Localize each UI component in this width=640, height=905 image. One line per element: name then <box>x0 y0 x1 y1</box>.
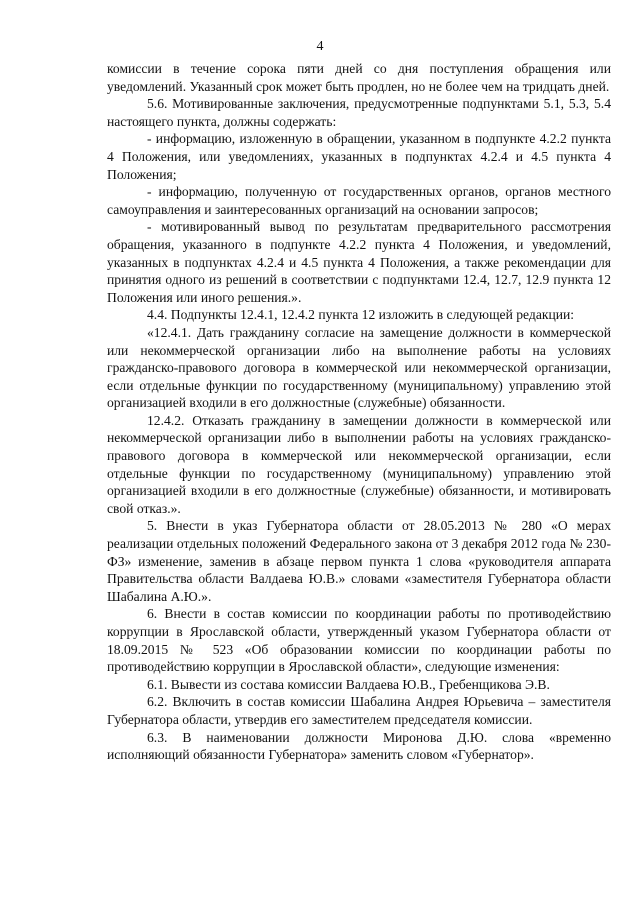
paragraph: - информацию, изложенную в обращении, указанном в подпункте 4.2.2 пункта 4 Положения, или уведомлениях, указанных в подпунктах 4.2.4 и 4.5 пункта 4 Положения; <box>107 131 611 182</box>
paragraph: 6.3. В наименовании должности Миронова Д.Ю. слова «временно исполняющий обязанности Губернатора» заменить словом «Губернатор». <box>107 729 611 763</box>
document-body <box>107 60 611 764</box>
page-number: 4 <box>316 39 324 54</box>
paragraph: 6. Внести в состав комиссии по координации работы по противодействию коррупции в Ярославской области, утвержденный указом Губернатора области от 18.09.2015 № 523 «Об образовании комиссии по координации работы по противодействию коррупции в Ярославской области», следующие изменения: <box>107 606 611 675</box>
paragraph: 4.4. Подпункты 12.4.1, 12.4.2 пункта 12 изложить в следующей редакции: <box>147 307 575 323</box>
paragraph: 6.1. Вывести из состава комиссии Валдаева Ю.В., Гребенщикова Э.В. <box>147 676 550 692</box>
paragraph: комиссии в течение сорока пяти дней со дня поступления обращения или уведомлений. Указанный срок может быть продлен, но не более чем на тридцать дней. <box>107 61 611 94</box>
paragraph: - мотивированный вывод по результатам предварительного рассмотрения обращения, указанного в подпункте 4.2.2 пункта 4 Положения, и уведомлений, указанных в подпунктах 4.2.4 и 4.5 пункта 4 Положения, а также рекомендации для принятия одного из решений в соответствии с подпунктами 12.4, 12.7, 12.9 пункта 12 Положения или иного решения.». <box>107 219 611 305</box>
paragraph: - информацию, полученную от государственных органов, органов местного самоуправления и заинтересованных организаций на основании запросов; <box>107 184 611 217</box>
paragraph: «12.4.1. Дать гражданину согласие на замещение должности в коммерческой или некоммерческой организации либо на выполнение работы на условиях гражданско-правового договора в коммерческой или некоммерческой организации, если отдельные функции по государственному (муниципальному) управлению этой организацией входили в его должностные (служебные) обязанности. <box>107 324 611 411</box>
paragraph: 6.2. Включить в состав комиссии Шабалина Андрея Юрьевича – заместителя Губернатора области, утвердив его заместителем председателя комиссии. <box>107 694 611 727</box>
paragraph: 5. Внести в указ Губернатора области от 28.05.2013 № 280 «О мерах реализации отдельных положений Федерального закона от 3 декабря 2012 года № 230-ФЗ» изменение, заменив в абзаце первом пункта 1 слова «руководителя аппарата Правительства области Валдаева Ю.В.» словами «заместителя Губернатора области Шабалина А.Ю.». <box>107 518 611 604</box>
paragraph: 12.4.2. Отказать гражданину в замещении должности в коммерческой или некоммерческой организации либо в выполнении работы на условиях гражданско-правового договора в коммерческой или некоммерческой организации, если отдельные функции по государственному (муниципальному) управлению этой организацией входили в его должностные (служебные) обязанности, и мотивировать свой отказ.». <box>107 412 611 516</box>
paragraph: 5.6. Мотивированные заключения, предусмотренные подпунктами 5.1, 5.3, 5.4 настоящего пункта, должны содержать: <box>107 96 611 129</box>
